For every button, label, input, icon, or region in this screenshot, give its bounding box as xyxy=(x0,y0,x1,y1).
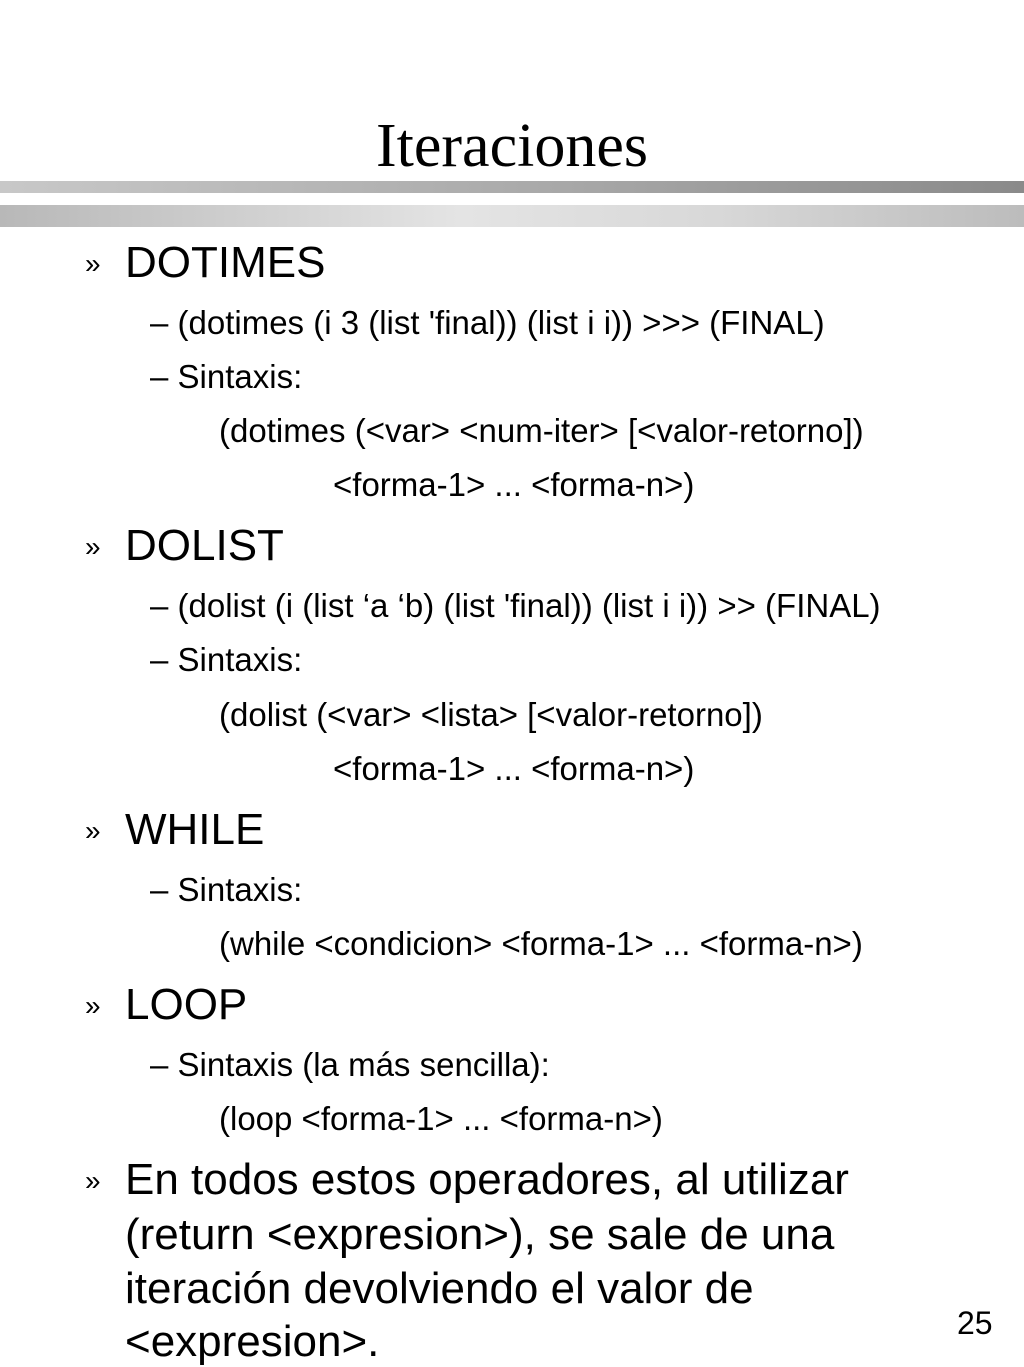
slide-title: Iteraciones xyxy=(376,112,648,180)
bullet-note: » xyxy=(85,1165,101,1196)
bullet-dotimes: » xyxy=(85,248,101,279)
page-number: 25 xyxy=(957,1305,993,1341)
title-rule-bottom xyxy=(0,205,1024,227)
loop-syntax-line1: (loop <forma-1> ... <forma-n>) xyxy=(219,1100,663,1137)
heading-loop: LOOP xyxy=(125,980,248,1029)
bullet-loop: » xyxy=(85,990,101,1021)
loop-syntax-label: – Sintaxis (la más sencilla): xyxy=(150,1046,550,1083)
heading-dotimes: DOTIMES xyxy=(125,238,326,287)
heading-while: WHILE xyxy=(125,805,265,854)
note-line-3: iteración devolviendo el valor de xyxy=(125,1264,754,1313)
dotimes-syntax-label: – Sintaxis: xyxy=(150,358,303,395)
while-syntax-label: – Sintaxis: xyxy=(150,871,303,908)
dolist-syntax-line1: (dolist (<var> <lista> [<valor-retorno]) xyxy=(219,696,763,733)
dotimes-syntax-line2: <forma-1> ... <forma-n>) xyxy=(333,466,695,503)
dolist-example: – (dolist (i (list ‘a ‘b) (list 'final)) (list i i)) >> (FINAL) xyxy=(150,587,881,624)
note-line-4: <expresion>. xyxy=(125,1317,380,1366)
while-syntax-line1: (while <condicion> <forma-1> ... <forma-n>) xyxy=(219,925,863,962)
heading-dolist: DOLIST xyxy=(125,521,284,570)
note-line-2: (return <expresion>), se sale de una xyxy=(125,1210,835,1259)
note-line-1: En todos estos operadores, al utilizar xyxy=(125,1155,849,1204)
bullet-dolist: » xyxy=(85,531,101,562)
bullet-while: » xyxy=(85,815,101,846)
title-rule-top xyxy=(0,181,1024,193)
dotimes-example: – (dotimes (i 3 (list 'final)) (list i i)) >>> (FINAL) xyxy=(150,304,825,341)
dotimes-syntax-line1: (dotimes (<var> <num-iter> [<valor-retorno]) xyxy=(219,412,864,449)
dolist-syntax-line2: <forma-1> ... <forma-n>) xyxy=(333,750,695,787)
dolist-syntax-label: – Sintaxis: xyxy=(150,641,303,678)
